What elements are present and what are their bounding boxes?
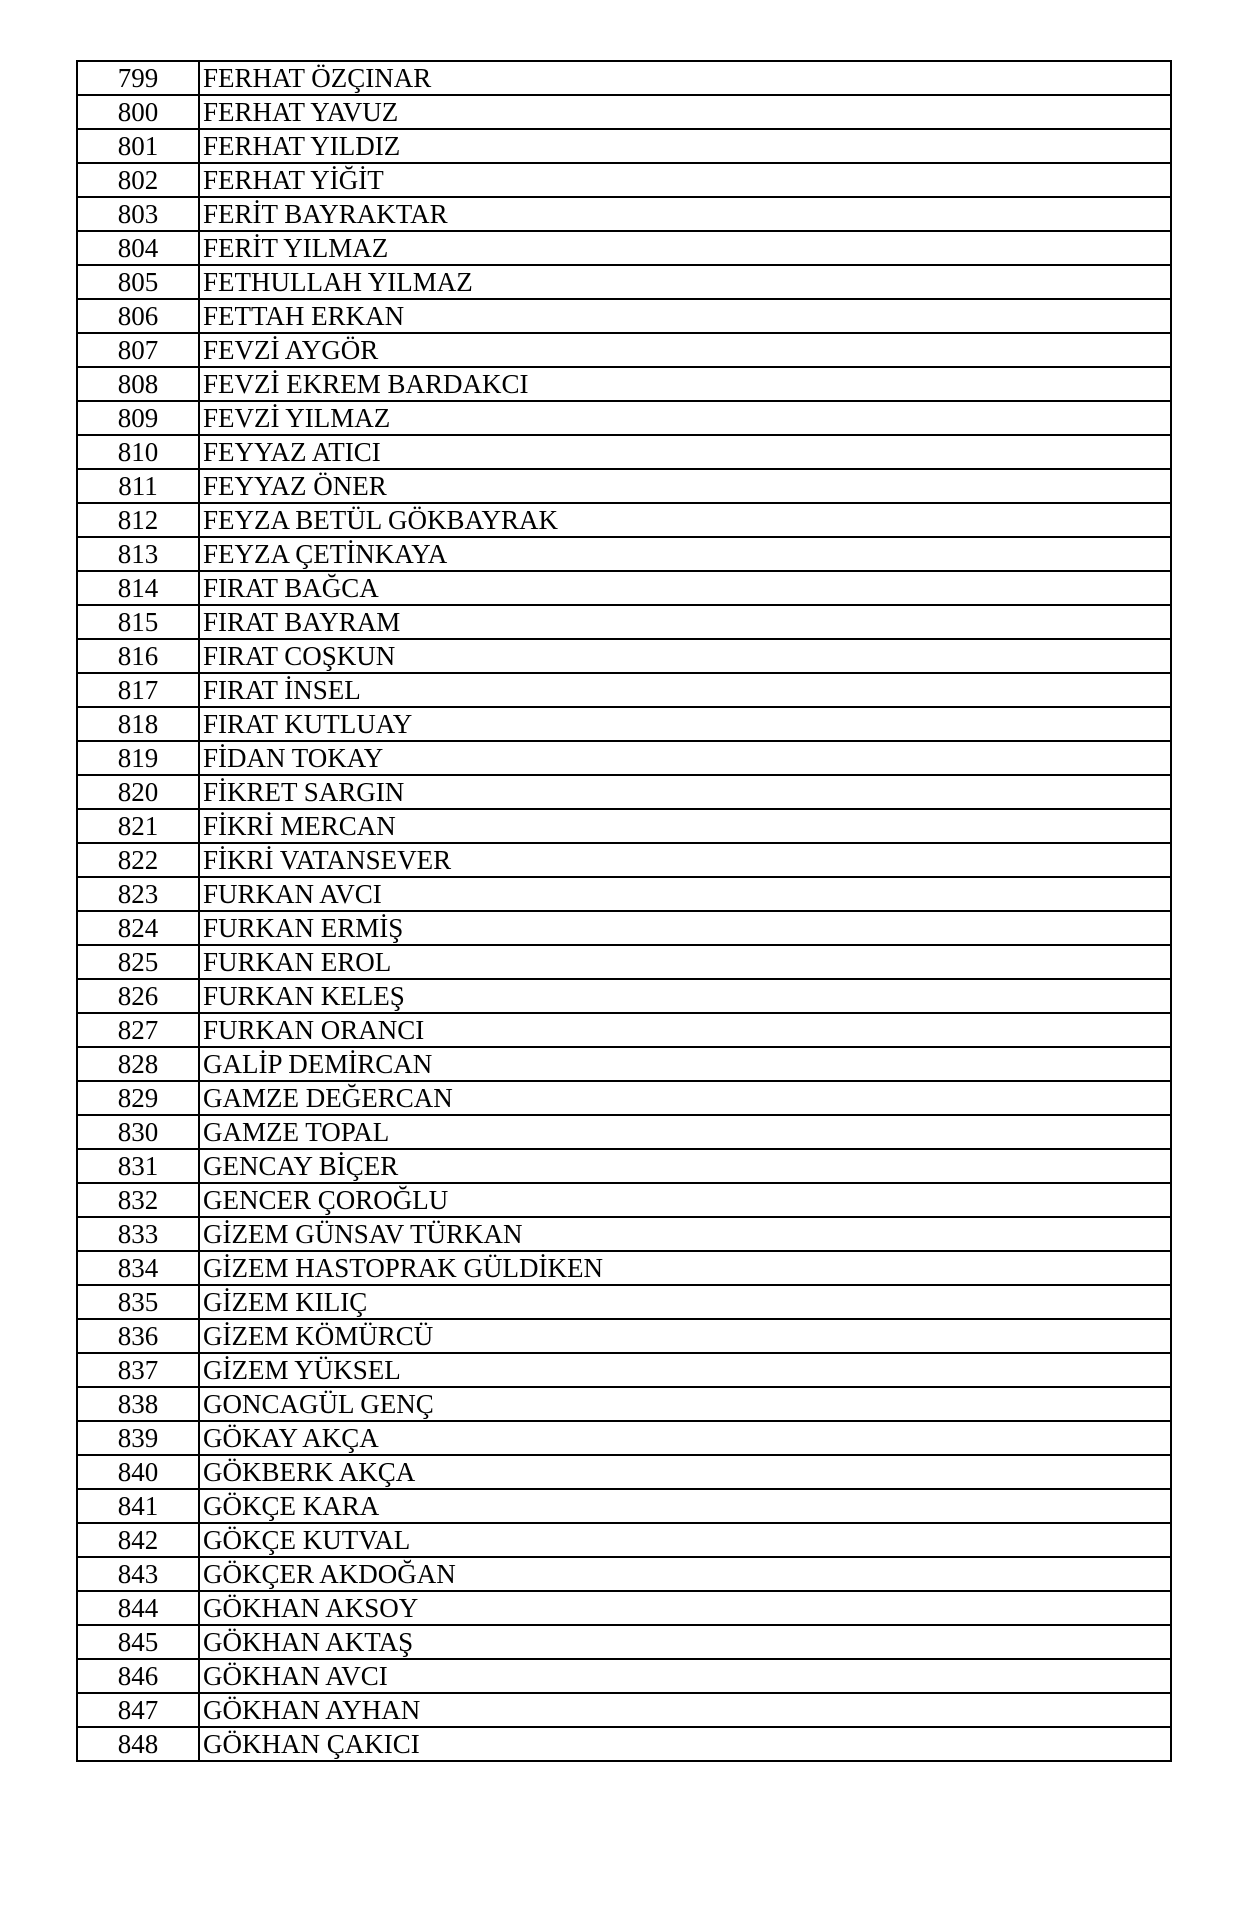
- table-row: [77, 571, 1171, 605]
- table-row: [77, 979, 1171, 1013]
- row-number-cell: 834: [77, 1251, 199, 1285]
- table-row: [77, 1081, 1171, 1115]
- full-name-cell: FURKAN ORANCI: [199, 1013, 1171, 1047]
- row-number-cell: 806: [77, 299, 199, 333]
- full-name-cell: FERİT BAYRAKTAR: [199, 197, 1171, 231]
- table-row: [77, 1387, 1171, 1421]
- full-name-cell: FERİT YILMAZ: [199, 231, 1171, 265]
- table-row: [77, 1455, 1171, 1489]
- full-name-cell: GÖKÇER AKDOĞAN: [199, 1557, 1171, 1591]
- table-row: [77, 1251, 1171, 1285]
- row-number-cell: 835: [77, 1285, 199, 1319]
- row-number-cell: 819: [77, 741, 199, 775]
- table-row: [77, 945, 1171, 979]
- full-name-cell: GÖKBERK AKÇA: [199, 1455, 1171, 1489]
- full-name-cell: GONCAGÜL GENÇ: [199, 1387, 1171, 1421]
- row-number-cell: 828: [77, 1047, 199, 1081]
- full-name-cell: GÖKHAN AKTAŞ: [199, 1625, 1171, 1659]
- full-name-cell: FIRAT BAYRAM: [199, 605, 1171, 639]
- row-number-cell: 839: [77, 1421, 199, 1455]
- table-row: [77, 1693, 1171, 1727]
- row-number-cell: 832: [77, 1183, 199, 1217]
- full-name-cell: FIRAT İNSEL: [199, 673, 1171, 707]
- table-row: [77, 1591, 1171, 1625]
- row-number-cell: 813: [77, 537, 199, 571]
- full-name-cell: FURKAN EROL: [199, 945, 1171, 979]
- row-number-cell: 820: [77, 775, 199, 809]
- full-name-cell: FERHAT ÖZÇINAR: [199, 61, 1171, 95]
- row-number-cell: 803: [77, 197, 199, 231]
- table-row: [77, 61, 1171, 95]
- table-row: [77, 1727, 1171, 1761]
- full-name-cell: FEYZA ÇETİNKAYA: [199, 537, 1171, 571]
- full-name-cell: GÖKHAN ÇAKICI: [199, 1727, 1171, 1761]
- table-row: [77, 775, 1171, 809]
- row-number-cell: 844: [77, 1591, 199, 1625]
- full-name-cell: FEYYAZ ÖNER: [199, 469, 1171, 503]
- full-name-cell: FEVZİ AYGÖR: [199, 333, 1171, 367]
- row-number-cell: 811: [77, 469, 199, 503]
- name-list-body: [77, 61, 1171, 1761]
- table-row: [77, 299, 1171, 333]
- full-name-cell: FURKAN ERMİŞ: [199, 911, 1171, 945]
- name-list-table: [76, 60, 1172, 1762]
- full-name-cell: FIRAT BAĞCA: [199, 571, 1171, 605]
- row-number-cell: 822: [77, 843, 199, 877]
- row-number-cell: 816: [77, 639, 199, 673]
- row-number-cell: 804: [77, 231, 199, 265]
- table-row: [77, 1115, 1171, 1149]
- full-name-cell: FEYYAZ ATICI: [199, 435, 1171, 469]
- row-number-cell: 846: [77, 1659, 199, 1693]
- table-row: [77, 333, 1171, 367]
- full-name-cell: FİKRİ VATANSEVER: [199, 843, 1171, 877]
- table-row: [77, 673, 1171, 707]
- full-name-cell: GÖKHAN AVCI: [199, 1659, 1171, 1693]
- row-number-cell: 823: [77, 877, 199, 911]
- row-number-cell: 826: [77, 979, 199, 1013]
- row-number-cell: 802: [77, 163, 199, 197]
- row-number-cell: 827: [77, 1013, 199, 1047]
- table-row: [77, 367, 1171, 401]
- full-name-cell: FETHULLAH YILMAZ: [199, 265, 1171, 299]
- full-name-cell: FETTAH ERKAN: [199, 299, 1171, 333]
- full-name-cell: GÖKÇE KARA: [199, 1489, 1171, 1523]
- table-row: [77, 741, 1171, 775]
- row-number-cell: 841: [77, 1489, 199, 1523]
- table-row: [77, 1285, 1171, 1319]
- row-number-cell: 831: [77, 1149, 199, 1183]
- full-name-cell: FİKRET SARGIN: [199, 775, 1171, 809]
- row-number-cell: 801: [77, 129, 199, 163]
- full-name-cell: FURKAN AVCI: [199, 877, 1171, 911]
- full-name-cell: GİZEM KILIÇ: [199, 1285, 1171, 1319]
- row-number-cell: 836: [77, 1319, 199, 1353]
- table-row: [77, 435, 1171, 469]
- row-number-cell: 833: [77, 1217, 199, 1251]
- full-name-cell: GİZEM KÖMÜRCÜ: [199, 1319, 1171, 1353]
- row-number-cell: 824: [77, 911, 199, 945]
- row-number-cell: 812: [77, 503, 199, 537]
- full-name-cell: FEYZA BETÜL GÖKBAYRAK: [199, 503, 1171, 537]
- table-row: [77, 639, 1171, 673]
- table-row: [77, 197, 1171, 231]
- full-name-cell: FURKAN KELEŞ: [199, 979, 1171, 1013]
- full-name-cell: FEVZİ EKREM BARDAKCI: [199, 367, 1171, 401]
- table-row: [77, 1557, 1171, 1591]
- table-row: [77, 1149, 1171, 1183]
- row-number-cell: 817: [77, 673, 199, 707]
- row-number-cell: 848: [77, 1727, 199, 1761]
- table-row: [77, 911, 1171, 945]
- table-row: [77, 843, 1171, 877]
- row-number-cell: 825: [77, 945, 199, 979]
- row-number-cell: 845: [77, 1625, 199, 1659]
- row-number-cell: 821: [77, 809, 199, 843]
- full-name-cell: GÖKHAN AYHAN: [199, 1693, 1171, 1727]
- table-row: [77, 1523, 1171, 1557]
- table-row: [77, 877, 1171, 911]
- full-name-cell: GÖKAY AKÇA: [199, 1421, 1171, 1455]
- full-name-cell: FERHAT YAVUZ: [199, 95, 1171, 129]
- row-number-cell: 810: [77, 435, 199, 469]
- row-number-cell: 809: [77, 401, 199, 435]
- row-number-cell: 805: [77, 265, 199, 299]
- row-number-cell: 807: [77, 333, 199, 367]
- row-number-cell: 818: [77, 707, 199, 741]
- row-number-cell: 829: [77, 1081, 199, 1115]
- table-row: [77, 401, 1171, 435]
- full-name-cell: FIRAT KUTLUAY: [199, 707, 1171, 741]
- full-name-cell: FIRAT COŞKUN: [199, 639, 1171, 673]
- row-number-cell: 808: [77, 367, 199, 401]
- table-row: [77, 1625, 1171, 1659]
- row-number-cell: 814: [77, 571, 199, 605]
- full-name-cell: FERHAT YİĞİT: [199, 163, 1171, 197]
- full-name-cell: FERHAT YILDIZ: [199, 129, 1171, 163]
- table-row: [77, 1659, 1171, 1693]
- full-name-cell: FEVZİ YILMAZ: [199, 401, 1171, 435]
- table-row: [77, 1047, 1171, 1081]
- table-row: [77, 265, 1171, 299]
- table-row: [77, 1217, 1171, 1251]
- full-name-cell: GİZEM HASTOPRAK GÜLDİKEN: [199, 1251, 1171, 1285]
- row-number-cell: 837: [77, 1353, 199, 1387]
- table-row: [77, 1319, 1171, 1353]
- table-row: [77, 503, 1171, 537]
- table-row: [77, 231, 1171, 265]
- row-number-cell: 840: [77, 1455, 199, 1489]
- table-row: [77, 605, 1171, 639]
- full-name-cell: GENCAY BİÇER: [199, 1149, 1171, 1183]
- table-row: [77, 809, 1171, 843]
- row-number-cell: 843: [77, 1557, 199, 1591]
- full-name-cell: GENCER ÇOROĞLU: [199, 1183, 1171, 1217]
- table-row: [77, 469, 1171, 503]
- table-row: [77, 707, 1171, 741]
- row-number-cell: 847: [77, 1693, 199, 1727]
- full-name-cell: GÖKHAN AKSOY: [199, 1591, 1171, 1625]
- full-name-cell: GİZEM YÜKSEL: [199, 1353, 1171, 1387]
- row-number-cell: 800: [77, 95, 199, 129]
- row-number-cell: 830: [77, 1115, 199, 1149]
- full-name-cell: GALİP DEMİRCAN: [199, 1047, 1171, 1081]
- full-name-cell: GÖKÇE KUTVAL: [199, 1523, 1171, 1557]
- table-row: [77, 1013, 1171, 1047]
- table-row: [77, 1353, 1171, 1387]
- table-row: [77, 95, 1171, 129]
- full-name-cell: GİZEM GÜNSAV TÜRKAN: [199, 1217, 1171, 1251]
- table-row: [77, 1489, 1171, 1523]
- full-name-cell: FİDAN TOKAY: [199, 741, 1171, 775]
- full-name-cell: GAMZE DEĞERCAN: [199, 1081, 1171, 1115]
- row-number-cell: 838: [77, 1387, 199, 1421]
- row-number-cell: 799: [77, 61, 199, 95]
- row-number-cell: 842: [77, 1523, 199, 1557]
- row-number-cell: 815: [77, 605, 199, 639]
- table-row: [77, 129, 1171, 163]
- table-row: [77, 537, 1171, 571]
- table-row: [77, 163, 1171, 197]
- table-row: [77, 1183, 1171, 1217]
- full-name-cell: FİKRİ MERCAN: [199, 809, 1171, 843]
- table-row: [77, 1421, 1171, 1455]
- full-name-cell: GAMZE TOPAL: [199, 1115, 1171, 1149]
